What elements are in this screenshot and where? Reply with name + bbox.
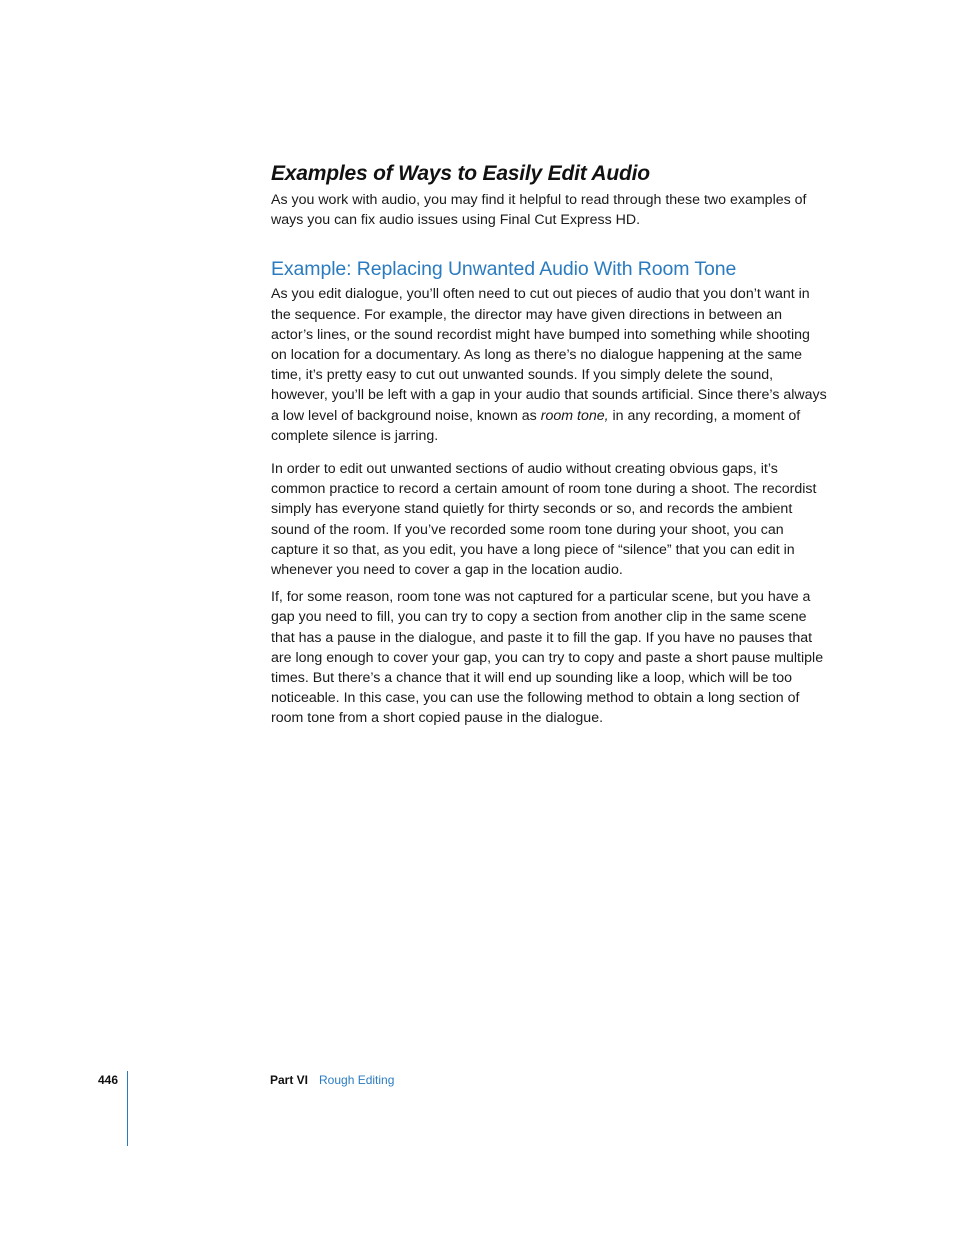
body-paragraph-3: If, for some reason, room tone was not captured for a particular scene, but you have a gap you need to fill, you can try to copy a section from another clip in the same scene that has a pause in the dialogue, and paste it to fill the gap. If you have no pauses that are long enough to cover your gap, you can try to copy and paste a short pause multiple times. But there’s a chance that it will end up sounding like a loop, which will be too noticeable. In this case, you can use the following method to obtain a long section of room tone from a short copied pause in the dialogue.: [271, 589, 824, 727]
subsection-title: Example: Replacing Unwanted Audio With Room Tone: [271, 258, 737, 281]
section-intro: As you work with audio, you may find it helpful to read through these two examples of ways you can fix audio issues using Final Cut Express HD.: [271, 192, 807, 229]
paragraph-text: in any recording, a moment of complete silence is jarring.: [271, 407, 801, 444]
page-content: [271, 158, 827, 729]
emphasized-term: room tone,: [540, 407, 609, 424]
footer-part-label: Part VI: [270, 1073, 309, 1087]
footer-divider: [127, 1071, 128, 1146]
section-title: Examples of Ways to Easily Edit Audio: [271, 162, 650, 185]
body-paragraph-2: In order to edit out unwanted sections of audio without creating obvious gaps, it’s common practice to record a certain amount of room tone during a shoot. The recordist simply has everyone stand quietly for thirty seconds or so, and records the ambient sound of the room. If you’ve recorded some room tone during your shoot, you can capture it so that, as you edit, you have a long piece of “silence” that you can edit in whenever you need to cover a gap in the location audio.: [271, 461, 817, 579]
body-paragraph-1: [271, 284, 827, 446]
footer-chapter-link[interactable]: Rough Editing: [319, 1073, 395, 1087]
paragraph-text: As you edit dialogue, you’ll often need to cut out pieces of audio that you don’t want in the sequence. For example, the director may have given directions in between an actor’s lines, or the sound recordist might have bumped into something while shooting on location for a documentary. As long as there’s no dialogue happening at the same time, it’s pretty easy to cut out unwanted sounds. If you simply delete the sound, however, you’ll be left with a gap in your audio that sounds artificial. Since there’s always a low level of background noise, known as: [271, 286, 827, 424]
page-number: 446: [98, 1073, 119, 1087]
